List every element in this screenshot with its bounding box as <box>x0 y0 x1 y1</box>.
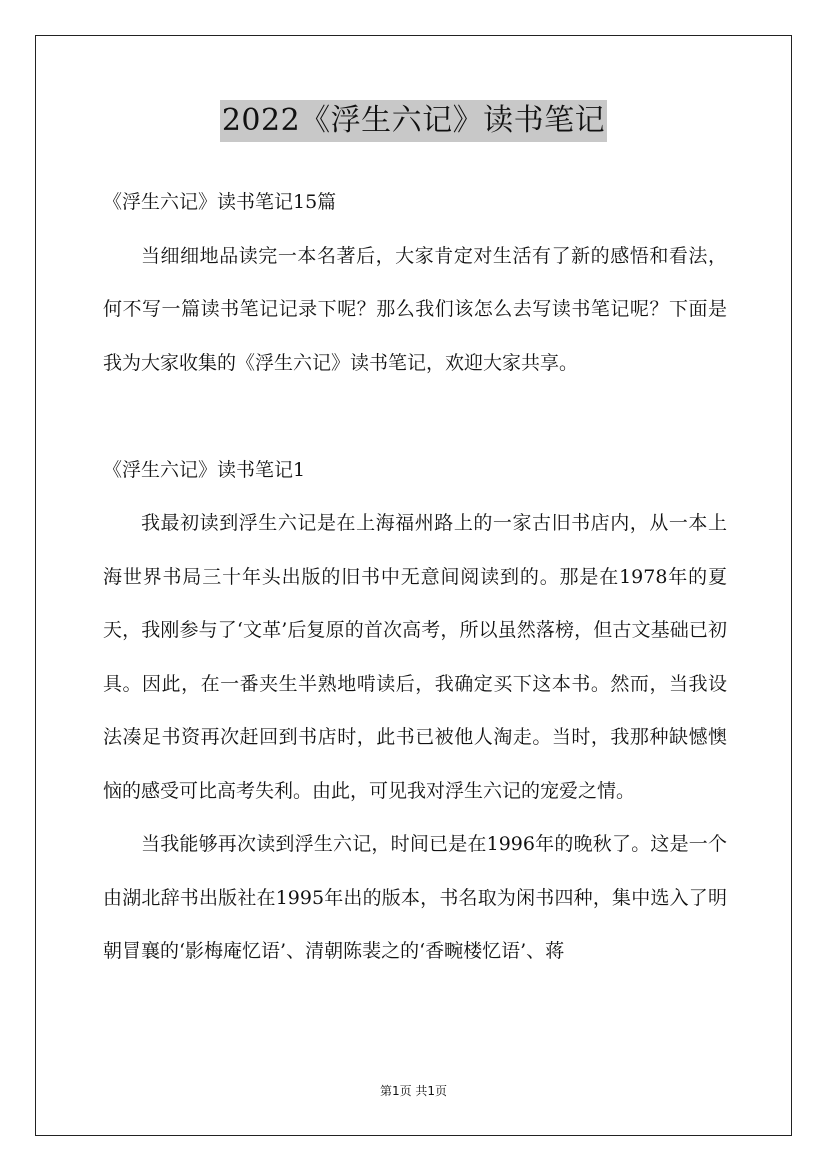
document-title: 2022《浮生六记》读书笔记 <box>220 100 607 142</box>
intro-paragraph: 当细细地品读完一本名著后，大家肯定对生活有了新的感悟和看法，何不写一篇读书笔记记录下呢？那么我们该怎么去写读书笔记呢？下面是我为大家收集的《浮生六记》读书笔记，欢迎大家共享。 <box>103 244 727 374</box>
body-paragraph-2: 当我能够再次读到浮生六记，时间已是在1996年的晚秋了。这是一个由湖北辞书出版社在1995年出的版本，书名取为闲书四种，集中选入了明朝冒襄的‘影梅庵忆语’、清朝陈裴之的‘香畹楼忆语’、蒋 <box>103 833 727 962</box>
body-paragraph-1: 我最初读到浮生六记是在上海福州路上的一家古旧书店内，从一本上海世界书局三十年头出版的旧书中无意间阅读到的。那是在1978年的夏天，我刚参与了‘文革’后复原的首次高考，所以虽然落榜，但古文基础已初具。因此，在一番夹生半熟地啃读后，我确定买下这本书。然而，当我设法凑足书资再次赶回到书店时，此书已被他人淘走。当时，我那种缺憾懊恼的感受可比高考失利。由此，可见我对浮生六记的宠爱之情。 <box>103 512 727 802</box>
section-heading: 《浮生六记》读书笔记1 <box>103 458 306 481</box>
page-footer: 第1页 共1页 <box>379 1084 448 1098</box>
title-container <box>0 100 827 142</box>
paragraph-spacer <box>103 390 727 444</box>
document-subtitle: 《浮生六记》读书笔记15篇 <box>103 191 337 213</box>
document-body <box>103 176 727 979</box>
